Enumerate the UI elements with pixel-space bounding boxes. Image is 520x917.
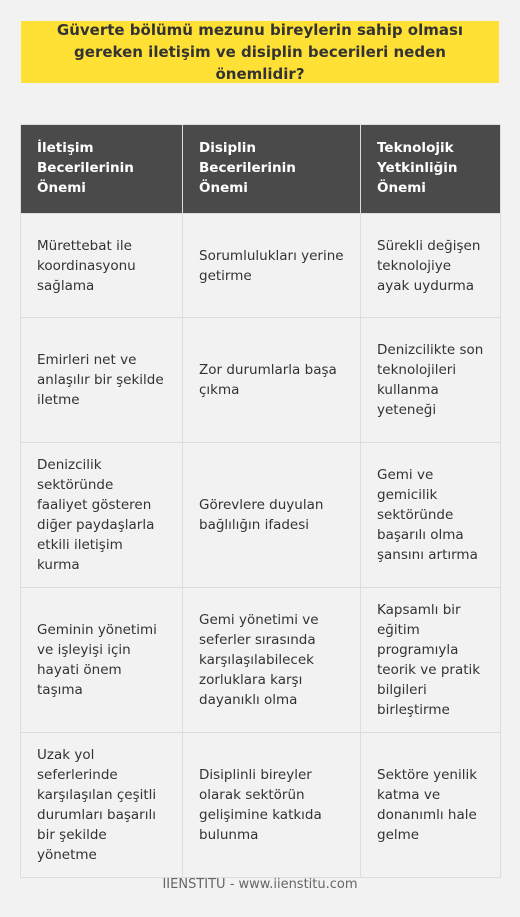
comparison-table bbox=[20, 124, 501, 878]
page-title: Güverte bölümü mezunu bireylerin sahip olması gereken iletişim ve disiplin becerileri neden önemlidir? bbox=[56, 21, 464, 83]
table-cell: Gemi ve gemicilik sektöründe başarılı olma şansını artırma bbox=[361, 443, 501, 588]
table-row bbox=[21, 588, 501, 733]
header-technology: Teknolojik Yetkinliğin Önemi bbox=[361, 125, 501, 214]
table-cell: Zor durumlarla başa çıkma bbox=[183, 318, 361, 443]
table-row bbox=[21, 214, 501, 318]
table-cell: Denizcilikte son teknolojileri kullanma yeteneği bbox=[361, 318, 501, 443]
table-row bbox=[21, 318, 501, 443]
table-cell: Emirleri net ve anlaşılır bir şekilde iletme bbox=[21, 318, 183, 443]
table-cell: Görevlere duyulan bağlılığın ifadesi bbox=[183, 443, 361, 588]
table-cell: Uzak yol seferlerinde karşılaşılan çeşitli durumları başarılı bir şekilde yönetme bbox=[21, 733, 183, 878]
table-cell: Geminin yönetimi ve işleyişi için hayati önem taşıma bbox=[21, 588, 183, 733]
header-communication: İletişim Becerilerinin Önemi bbox=[21, 125, 183, 214]
footer-credit: IIENSTITU - www.iienstitu.com bbox=[162, 877, 358, 892]
table-cell: Gemi yönetimi ve seferler sırasında karşılaşılabilecek zorluklara karşı dayanıklı olma bbox=[183, 588, 361, 733]
table-cell: Kapsamlı bir eğitim programıyla teorik ve pratik bilgileri birleştirme bbox=[361, 588, 501, 733]
table-cell: Sürekli değişen teknolojiye ayak uydurma bbox=[361, 214, 501, 318]
table-cell: Disiplinli bireyler olarak sektörün gelişimine katkıda bulunma bbox=[183, 733, 361, 878]
table-row bbox=[21, 733, 501, 878]
table-cell: Sorumlulukları yerine getirme bbox=[183, 214, 361, 318]
table-cell: Mürettebat ile koordinasyonu sağlama bbox=[21, 214, 183, 318]
title-banner bbox=[21, 21, 499, 83]
table-cell: Sektöre yenilik katma ve donanımlı hale gelme bbox=[361, 733, 501, 878]
table-header-row bbox=[21, 125, 501, 214]
table-cell: Denizcilik sektöründe faaliyet gösteren diğer paydaşlarla etkili iletişim kurma bbox=[21, 443, 183, 588]
header-discipline: Disiplin Becerilerinin Önemi bbox=[183, 125, 361, 214]
table-row bbox=[21, 443, 501, 588]
